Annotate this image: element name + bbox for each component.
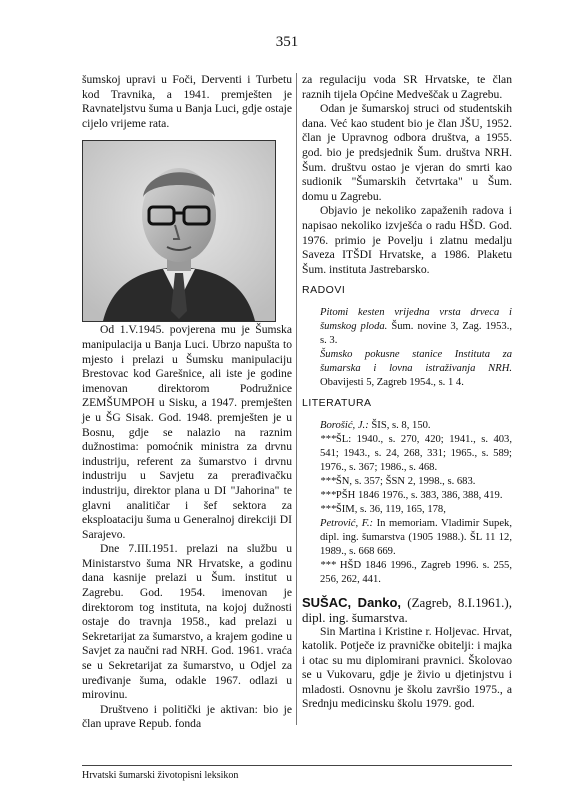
literatura-item: ***PŠH 1846 1976., s. 383, 386, 388, 419.	[320, 489, 503, 501]
literatura-item: ***ŠN, s. 357; ŠSN 2, 1998., s. 683.	[320, 475, 476, 487]
literatura-item: ***ŠL: 1940., s. 270, 420; 1941., s. 403, 541; 1943., s. 24, 268, 331; 1965., s. 589; 1976., s. 367; 1986., s. 468.	[320, 433, 512, 473]
footer-text: Hrvatski šumarski životopisni leksikon	[82, 770, 239, 781]
left-para-1: Od 1.V.1945. povjerena mu je Šumska manipulacija u Banja Luci. Ubrzo napušta to mjesto i prelazi u Šumsku manipulaciju Brestovac kod Garešnice, ali iste je godine imenovan direktorom Podružnice ZEMŠUMPOH u Sisku, a 1947. premješten je u ŠG Sisak. God. 1948. premješten je u Bosnu, gdje se nalazio na raznim dužnostima: pomoćnik ministra za drvnu industriju, referent za šumarstvo i drvnu industriju u Savjetu za prerađivačku industriju, direktor plana u DI "Jahorina" te glavni analitičar i šef sektora za eksploataciju šuma u Generalnoj direkciji DI Sarajevo.	[82, 323, 292, 541]
footer-rule	[82, 765, 512, 766]
right-intro: za regulaciju voda SR Hrvatske, te član raznih tijela Općine Medveščak u Zagrebu.	[302, 73, 512, 101]
radovi-heading: RADOVI	[302, 284, 346, 297]
literatura-item: ***ŠIM, s. 36, 119, 165, 178,	[320, 503, 446, 515]
portrait-photo	[82, 140, 276, 322]
left-intro: šumskoj upravi u Foči, Derventi i Turbetu kod Travnika, a 1941. premješten je Ravnateljstvu šuma u Banja Luci, gdje ostaje cijelo vrijeme rata.	[82, 73, 292, 130]
radovi-item: Šumsko pokusne stanice Instituta za šumarska i lovna istraživanja NRH. Obavijesti 5, Zagreb 1954., s. 1 4.	[320, 348, 512, 388]
column-divider	[296, 73, 297, 725]
literatura-item: Borošić, J.: ŠIS, s. 8, 150.	[320, 419, 431, 431]
biography-text: Sin Martina i Kristine r. Holjevac. Hrvat, katolik. Potječe iz pravničke obitelji: i majka i otac su mu diplomirani pravnici. Školovao se u Vukovaru, gdje je živio u djetinjstvu i mladosti. Osnovnu je školu završio 1975., a Srednju medicinsku školu 1979. god.	[302, 624, 512, 711]
literatura-item: *** HŠD 1846 1996., Zagreb 1996. s. 255, 256, 262, 441.	[320, 559, 512, 585]
page-number: 351	[275, 34, 299, 50]
right-column	[302, 73, 512, 712]
radovi-item: Pitomi kesten vrijedna vrsta drveca i šumskog ploda. Šum. novine 3, Zag. 1953., s. 3.	[320, 306, 512, 346]
biography-heading: SUŠAC, Danko, (Zagreb, 8.I.1961.), dipl. ing. šumarstva.	[302, 594, 512, 625]
left-para-3: Društveno i politički je aktivan: bio je član uprave Repub. fonda	[82, 702, 292, 731]
portrait-image	[83, 141, 275, 321]
right-para-2: Objavio je nekoliko zapaženih radova i napisao nekoliko izvješća o radu HŠD. God. 1976. primio je Povelju i zlatnu medalju Saveza ITŠDI Hrvatske, a 1986. Plaketu Šum. instituta Jastrebarsko.	[302, 204, 512, 276]
left-para-2: Dne 7.III.1951. prelazi na službu u Ministarstvo šuma NR Hrvatske, a godinu dana kasnije prelazi u Šum. institut u Zagrebu. God. 1954. imenovan je direktorom tog instituta, na kojoj dužnosti ostaje do travnja 1958., kad prelazi u Sekretarijat za šumarstvo, a krajem godine u Savjet za naučni rad NRH. God. 1961. vraća se u Sekretarijat za šumarstvo, u Odjel za uređivanje šuma, odakle 1967. odlazi u mirovinu.	[82, 542, 292, 702]
literatura-item: Petrović, F.: In memoriam. Vladimir Supek, dipl. ing. šumarstva (1905 1988.). ŠL 11 12, 1989., s. 668 669.	[320, 517, 512, 557]
literatura-heading: LITERATURA	[302, 396, 372, 409]
right-para-1: Odan je šumarskoj struci od studentskih dana. Već kao student bio je član JŠU, 1952. član je Upravnog odbora društva, a 1955. god. bio je predsjednik Šum. društva NRH. Šum. društvu ostao je vjeran do smrti kao sudionik "Šumarskih četvrtaka" u Šum. domu u Zagrebu.	[302, 102, 512, 203]
biography-name: SUŠAC, Danko,	[302, 594, 402, 610]
